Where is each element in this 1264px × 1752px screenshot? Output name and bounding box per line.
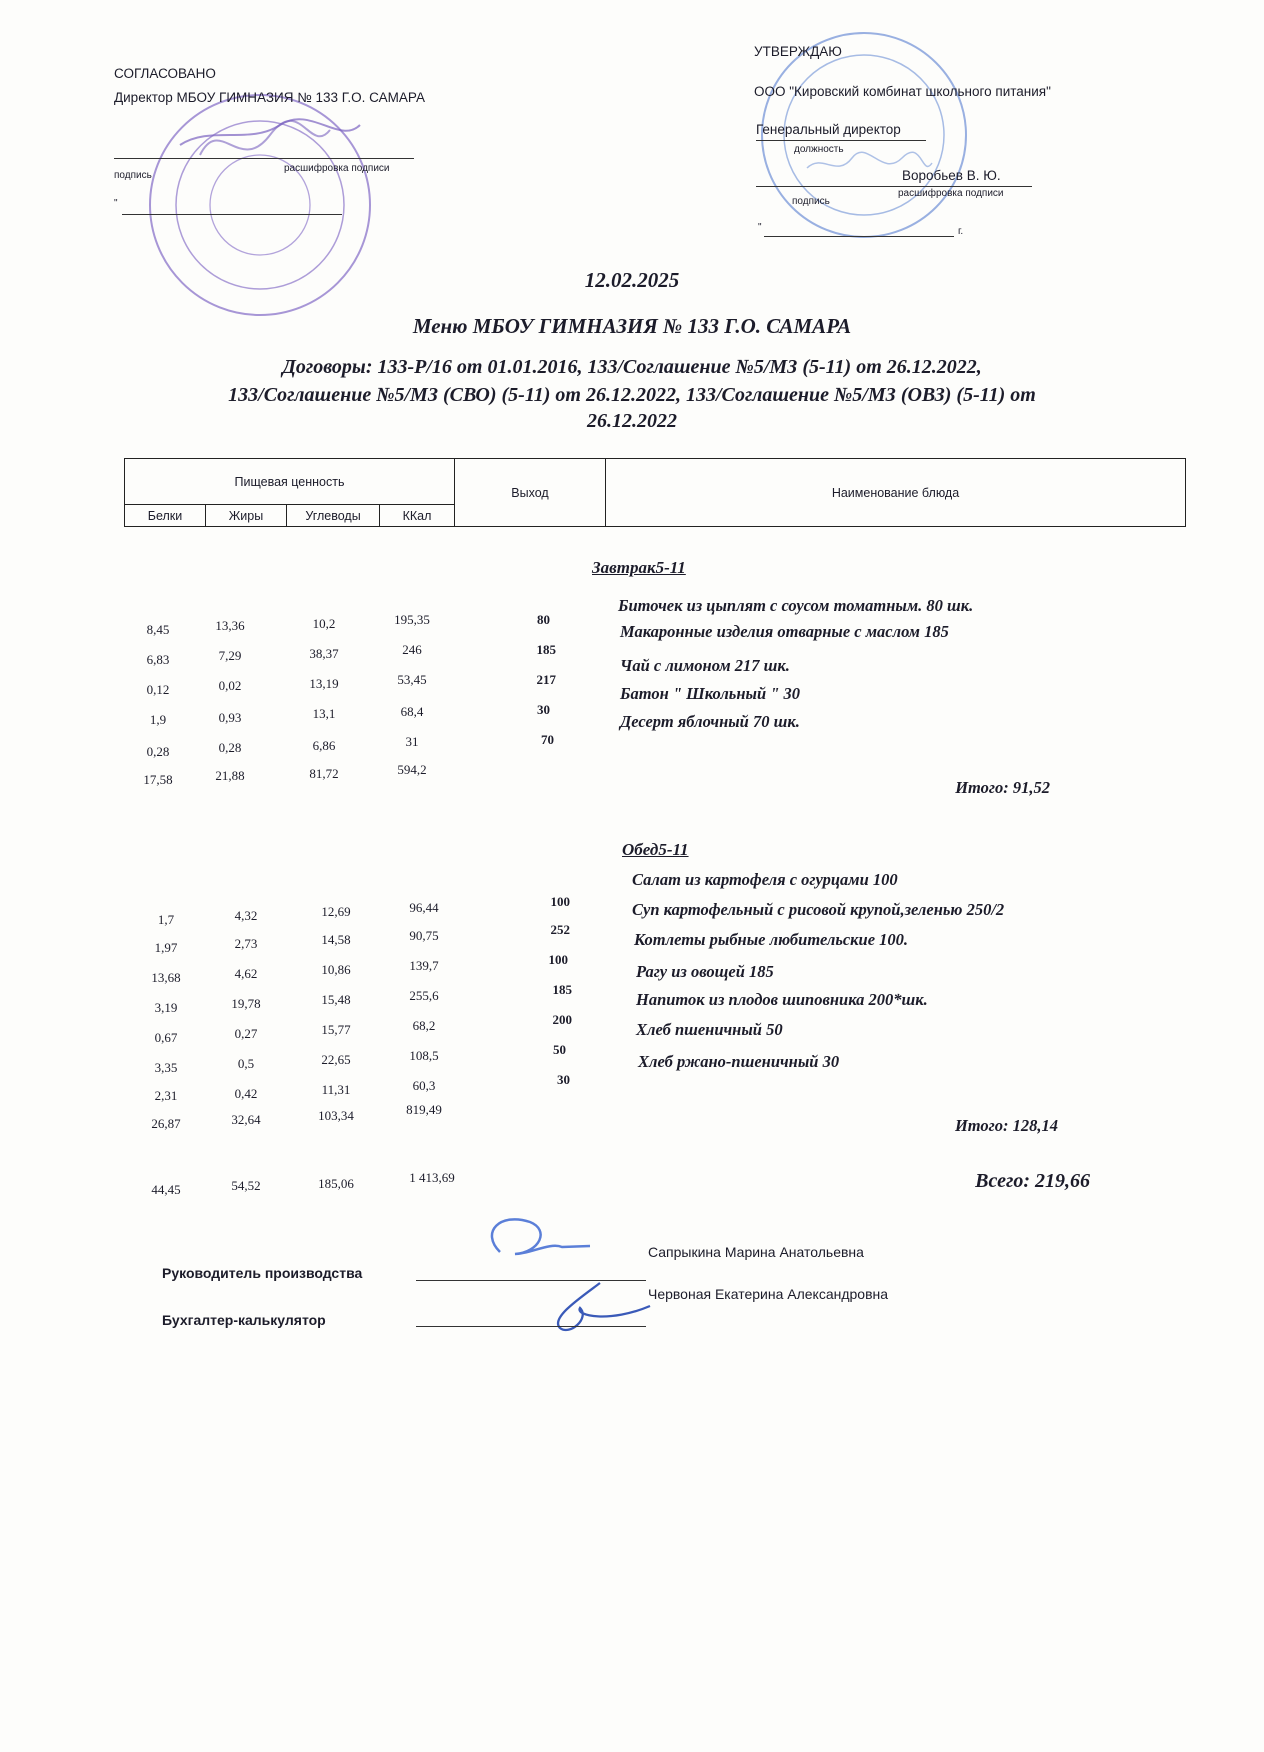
lunch-sum-carbs: 103,34 — [318, 1108, 354, 1123]
approve-left-quote: " — [114, 198, 118, 209]
lunch-kcal: 139,7 — [409, 958, 439, 973]
lunch-protein: 1,97 — [154, 940, 178, 955]
breakfast-carbs: 6,86 — [312, 738, 336, 753]
grand-total: Всего: 219,66 — [975, 1170, 1090, 1192]
breakfast-carbs: 13,1 — [312, 706, 336, 721]
lunch-kcal: 90,75 — [409, 928, 439, 943]
approve-right-sign-label: подпись — [792, 196, 830, 207]
breakfast-kcal: 68,4 — [400, 704, 424, 719]
lunch-carbs: 15,77 — [321, 1022, 351, 1037]
lunch-sum-protein: 26,87 — [151, 1116, 181, 1131]
breakfast-sum-protein: 17,58 — [143, 772, 173, 787]
breakfast-dish: Чай с лимоном 217 шк. — [620, 656, 790, 675]
breakfast-protein: 0,28 — [146, 744, 170, 759]
lunch-output: 200 — [552, 1012, 572, 1027]
lunch-carbs: 10,86 — [321, 962, 351, 977]
approve-right-position-label: должность — [794, 144, 844, 155]
grand-fat: 54,52 — [231, 1178, 261, 1193]
lunch-protein: 2,31 — [154, 1088, 178, 1103]
accountant-sign-line — [416, 1326, 646, 1327]
breakfast-kcal: 246 — [402, 642, 422, 657]
header-kcal: ККал — [380, 505, 455, 527]
position-line — [756, 140, 926, 141]
lunch-dish: Салат из картофеля с огурцами 100 — [632, 870, 898, 889]
breakfast-output: 70 — [541, 732, 554, 747]
production-name: Сапрыкина Марина Анатольевна — [648, 1244, 864, 1260]
accountant-label: Бухгалтер-калькулятор — [162, 1312, 326, 1328]
lunch-title: Обед5-11 — [622, 840, 689, 859]
approve-left-decode-label: расшифровка подписи — [284, 163, 390, 174]
breakfast-sum-carbs: 81,72 — [309, 766, 339, 781]
lunch-fat: 2,73 — [234, 936, 258, 951]
menu-table-header — [124, 458, 1186, 527]
lunch-fat: 0,5 — [237, 1056, 255, 1071]
breakfast-protein: 1,9 — [149, 712, 167, 727]
breakfast-fat: 0,02 — [218, 678, 242, 693]
header-fat: Жиры — [206, 505, 287, 527]
grand-kcal: 1 413,69 — [409, 1170, 455, 1185]
lunch-kcal: 255,6 — [409, 988, 439, 1003]
lunch-dish: Котлеты рыбные любительские 100. — [634, 930, 909, 949]
lunch-protein: 3,19 — [154, 1000, 178, 1015]
sign-line-right — [756, 186, 1032, 187]
lunch-dish: Хлеб ржано-пшеничный 30 — [638, 1052, 840, 1071]
contracts-line-3: 26.12.2022 — [587, 410, 677, 432]
production-signature — [470, 1212, 620, 1272]
lunch-kcal: 68,2 — [412, 1018, 436, 1033]
header-nutrition: Пищевая ценность — [125, 459, 455, 505]
lunch-total: Итого: 128,14 — [954, 1116, 1058, 1135]
breakfast-fat: 13,36 — [215, 618, 245, 633]
approve-right-quote: " — [758, 222, 762, 233]
lunch-carbs: 22,65 — [321, 1052, 351, 1067]
date-line-right — [764, 236, 954, 237]
lunch-dish: Суп картофельный с рисовой крупой,зеленью 250/2 — [632, 900, 1005, 919]
approve-right-year: г. — [958, 226, 964, 237]
header-dish-name: Наименование блюда — [606, 459, 1186, 527]
breakfast-protein: 6,83 — [146, 652, 170, 667]
grand-carbs: 185,06 — [318, 1176, 354, 1191]
grand-protein: 44,45 — [151, 1182, 181, 1197]
breakfast-fat: 7,29 — [218, 648, 242, 663]
approve-right-heading: УТВЕРЖДАЮ — [754, 44, 842, 59]
lunch-sum-kcal: 819,49 — [406, 1102, 442, 1117]
lunch-dish: Хлеб пшеничный 50 — [636, 1020, 783, 1039]
date-line-left — [122, 214, 342, 215]
lunch-protein: 13,68 — [151, 970, 181, 985]
approve-left-position: Директор МБОУ ГИМНАЗИЯ № 133 Г.О. САМАРА — [114, 90, 425, 105]
breakfast-output: 80 — [537, 612, 550, 627]
lunch-output: 30 — [557, 1072, 570, 1087]
breakfast-output: 30 — [537, 702, 550, 717]
breakfast-kcal: 195,35 — [394, 612, 430, 627]
breakfast-sum-fat: 21,88 — [215, 768, 245, 783]
lunch-carbs: 11,31 — [321, 1082, 351, 1097]
breakfast-dish: Десерт яблочный 70 шк. — [620, 712, 800, 731]
approve-right-name: Воробьев В. Ю. — [902, 168, 1001, 183]
breakfast-protein: 8,45 — [146, 622, 170, 637]
breakfast-fat: 0,28 — [218, 740, 242, 755]
lunch-output: 185 — [552, 982, 572, 997]
breakfast-carbs: 10,2 — [312, 616, 336, 631]
breakfast-output: 185 — [536, 642, 556, 657]
breakfast-carbs: 38,37 — [309, 646, 339, 661]
lunch-protein: 3,35 — [154, 1060, 178, 1075]
approve-right-org: ООО "Кировский комбинат школьного питания" — [754, 84, 1051, 99]
breakfast-kcal: 31 — [405, 734, 419, 749]
lunch-fat: 0,42 — [234, 1086, 258, 1101]
lunch-kcal: 108,5 — [409, 1048, 439, 1063]
breakfast-dish: Биточек из цыплят с соусом томатным. 80 шк. — [618, 596, 974, 615]
lunch-carbs: 15,48 — [321, 992, 351, 1007]
lunch-output: 50 — [553, 1042, 566, 1057]
lunch-fat: 4,32 — [234, 908, 258, 923]
breakfast-carbs: 13,19 — [309, 676, 339, 691]
lunch-fat: 0,27 — [234, 1026, 258, 1041]
header-carbs: Углеводы — [287, 505, 380, 527]
sign-line-left — [114, 158, 414, 159]
lunch-carbs: 12,69 — [321, 904, 351, 919]
menu-title: Меню МБОУ ГИМНАЗИЯ № 133 Г.О. САМАРА — [412, 314, 852, 338]
approve-right-decode-label: расшифровка подписи — [898, 188, 1004, 199]
lunch-output: 100 — [550, 894, 570, 909]
approve-left-sign-label: подпись — [114, 170, 152, 181]
contracts-line-2: 133/Соглашение №5/МЗ (СВО) (5-11) от 26.12.2022, 133/Соглашение №5/МЗ (ОВЗ) (5-11) от — [228, 384, 1036, 406]
header-output: Выход — [455, 459, 606, 527]
approve-right-position: Генеральный директор — [756, 122, 901, 137]
accountant-name: Червоная Екатерина Александровна — [648, 1286, 889, 1302]
lunch-output: 100 — [548, 952, 568, 967]
lunch-dish: Рагу из овощей 185 — [636, 962, 774, 981]
menu-date: 12.02.2025 — [584, 268, 680, 292]
header-protein: Белки — [125, 505, 206, 527]
lunch-output: 252 — [550, 922, 570, 937]
breakfast-protein: 0,12 — [146, 682, 170, 697]
contracts-line-1: Договоры: 133-Р/16 от 01.01.2016, 133/Соглашение №5/МЗ (5-11) от 26.12.2022, — [282, 356, 982, 378]
breakfast-total: Итого: 91,52 — [955, 778, 1050, 797]
breakfast-sum-kcal: 594,2 — [397, 762, 427, 777]
lunch-fat: 19,78 — [231, 996, 261, 1011]
breakfast-dish: Батон " Школьный " 30 — [620, 684, 801, 703]
lunch-kcal: 96,44 — [409, 900, 439, 915]
lunch-dish: Напиток из плодов шиповника 200*шк. — [636, 990, 928, 1009]
lunch-fat: 4,62 — [234, 966, 258, 981]
lunch-carbs: 14,58 — [321, 932, 351, 947]
lunch-protein: 0,67 — [154, 1030, 178, 1045]
breakfast-output: 217 — [536, 672, 556, 687]
lunch-sum-fat: 32,64 — [231, 1112, 261, 1127]
breakfast-dish: Макаронные изделия отварные с маслом 185 — [620, 622, 949, 641]
lunch-kcal: 60,3 — [412, 1078, 436, 1093]
approve-left-heading: СОГЛАСОВАНО — [114, 66, 216, 81]
lunch-protein: 1,7 — [157, 912, 175, 927]
breakfast-kcal: 53,45 — [397, 672, 427, 687]
production-label: Руководитель производства — [162, 1265, 363, 1281]
breakfast-fat: 0,93 — [218, 710, 242, 725]
breakfast-title: Завтрак5-11 — [592, 558, 686, 577]
